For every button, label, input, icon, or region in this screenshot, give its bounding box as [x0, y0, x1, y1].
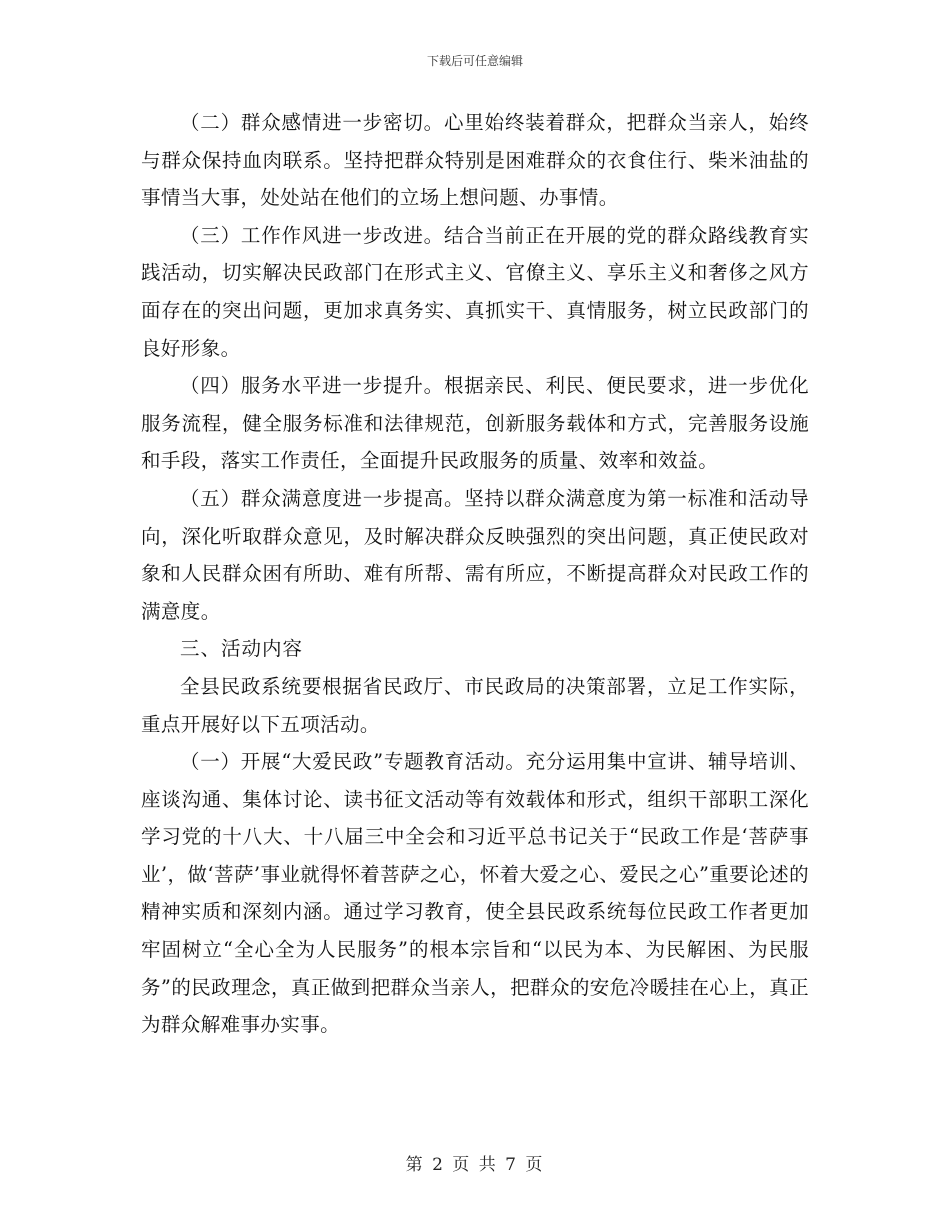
- paragraph-3: （三）工作作风进一步改进。结合当前正在开展的党的群众路线教育实践活动，切实解决民政部门在形式主义、官僚主义、享乐主义和奢侈之风方面存在的突出问题，更加求真务实、真抓实干、真情服务，树立民政部门的良好形象。: [141, 223, 809, 360]
- page-number-footer: [0, 1150, 950, 1175]
- paragraph-intro: 全县民政系统要根据省民政厅、市民政局的决策部署，立足工作实际，重点开展好以下五项活动。: [141, 674, 809, 736]
- page-number-label: 第 2 页 共 7 页: [405, 1155, 545, 1175]
- section-heading-activity-content: 三、活动内容: [180, 637, 304, 661]
- paragraph-5: （五）群众满意度进一步提高。坚持以群众满意度为第一标准和活动导向，深化听取群众意见，及时解决群众反映强烈的突出问题，真正使民政对象和人民群众困有所助、难有所帮、需有所应，不断提高群众对民政工作的满意度。: [141, 486, 809, 623]
- paragraph-4: （四）服务水平进一步提升。根据亲民、利民、便民要求，进一步优化服务流程，健全服务标准和法律规范，创新服务载体和方式，完善服务设施和手段，落实工作责任，全面提升民政服务的质量、效率和效益。: [141, 374, 809, 473]
- paragraph-2: （二）群众感情进一步密切。心里始终装着群众，把群众当亲人，始终与群众保持血肉联系。坚持把群众特别是困难群众的衣食住行、柴米油盐的事情当大事，处处站在他们的立场上想问题、办事情。: [141, 111, 809, 210]
- document-body: [141, 104, 809, 1044]
- page-header-note: 下载后可任意编辑: [426, 54, 523, 68]
- paragraph-activity-1: （一）开展“大爱民政”专题教育活动。充分运用集中宣讲、辅导培训、座谈沟通、集体讨论、读书征文活动等有效载体和形式，组织干部职工深化学习党的十八大、十八届三中全会和习近平总书记关于“民政工作是‘菩萨事业’，做‘菩萨’事业就得怀着菩萨之心，怀着大爱之心、爱民之心”重要论述的精神实质和深刻内涵。通过学习教育，使全县民政系统每位民政工作者更加牢固树立“全心全为人民服务”的根本宗旨和“以民为本、为民解困、为民服务”的民政理念，真正做到把群众当亲人，把群众的安危冷暖挂在心上，真正为群众解难事办实事。: [141, 750, 809, 1037]
